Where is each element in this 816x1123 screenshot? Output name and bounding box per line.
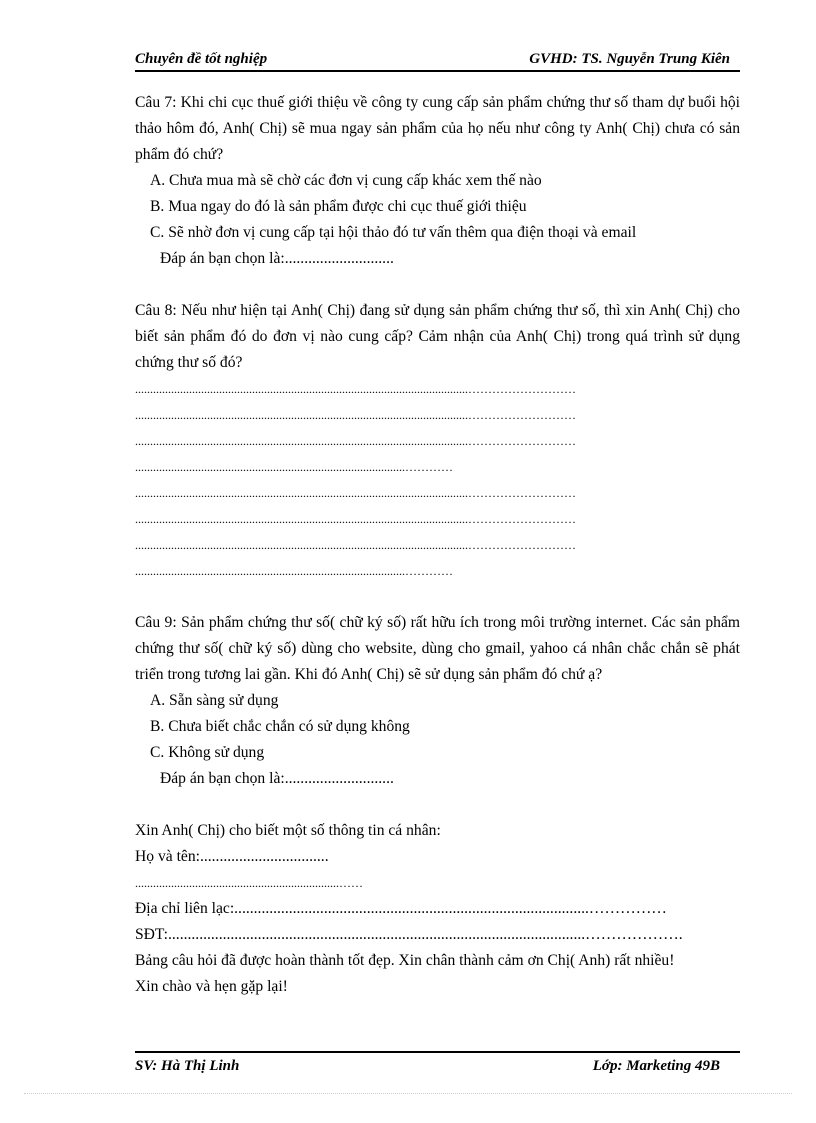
page-footer (135, 1051, 740, 1075)
answer-line: ...............................................................................................................……………………… (135, 434, 576, 448)
phone-field: SĐT:...........................................................................................................………………. (135, 926, 683, 943)
page-bottom-divider (24, 1093, 792, 1094)
goodbye-text: Xin chào và hẹn gặp lại! (135, 978, 288, 995)
name-field-continuation: ....................................................................…… (135, 876, 363, 890)
answer-line: ...............................................................................................................……………………… (135, 486, 576, 500)
name-field: Họ và tên:................................. (135, 848, 329, 865)
address-field: Địa chỉ liên lạc:...........................................................................................…………… (135, 900, 667, 917)
header-left: Chuyên đề tốt nghiệp (135, 51, 268, 67)
question-7-text: Câu 7: Khi chi cục thuế giới thiệu về công ty cung cấp sản phẩm chứng thư số tham dự buổi hội thảo hôm đó, Anh( Chị) sẽ mua ngay sản phẩm của họ nếu như công ty Anh( Chị) chưa có sản phẩm đó chứ? (135, 94, 740, 163)
question-7-option-c: C. Sẽ nhờ đơn vị cung cấp tại hội thảo đó tư vấn thêm qua điện thoại và email (150, 224, 637, 241)
personal-info-intro: Xin Anh( Chị) cho biết một số thông tin cá nhân: (135, 822, 441, 839)
answer-line: ..........................................................................................………… (135, 564, 453, 578)
question-9-answer: Đáp án bạn chọn là:............................ (160, 770, 394, 787)
question-9-text: Câu 9: Sản phẩm chứng thư số( chữ ký số) rất hữu ích trong môi trường internet. Các sản phẩm chứng thư số( chữ ký số) dùng cho website, dùng cho gmail, yahoo cá nhân chắc chắn sẽ phát triển trong tương lai gần. Khi đó Anh( Chị) sẽ sử dụng sản phẩm đó chứ ạ? (135, 614, 740, 683)
question-7-answer: Đáp án bạn chọn là:............................ (160, 250, 394, 267)
answer-line: ...............................................................................................................……………………… (135, 408, 576, 422)
question-8-text: Câu 8: Nếu như hiện tại Anh( Chị) đang sử dụng sản phẩm chứng thư số, thì xin Anh( Chị) cho biết sản phẩm đó do đơn vị nào cung cấp? Cảm nhận của Anh( Chị) trong quá trình sử dụng chứng thư số đó? (135, 302, 740, 371)
answer-line: ..........................................................................................………… (135, 460, 453, 474)
answer-line: ...............................................................................................................……………………… (135, 538, 576, 552)
footer-left: SV: Hà Thị Linh (135, 1058, 240, 1074)
question-9-option-c: C. Không sử dụng (150, 744, 265, 761)
header-right: GVHD: TS. Nguyễn Trung Kiên (529, 51, 730, 67)
footer-right: Lớp: Marketing 49B (592, 1058, 720, 1074)
question-7-option-b: B. Mua ngay do đó là sản phẩm được chi cục thuế giới thiệu (150, 198, 527, 215)
question-7-option-a: A. Chưa mua mà sẽ chờ các đơn vị cung cấp khác xem thế nào (150, 172, 542, 189)
page-header (135, 48, 740, 72)
answer-line: ...............................................................................................................……………………… (135, 382, 576, 396)
answer-line: ...............................................................................................................……………………… (135, 512, 576, 526)
question-9-option-b: B. Chưa biết chắc chắn có sử dụng không (150, 718, 410, 735)
closing-text: Bảng câu hỏi đã được hoàn thành tốt đẹp. Xin chân thành cảm ơn Chị( Anh) rất nhiều! (135, 952, 675, 969)
question-9-option-a: A. Sẵn sàng sử dụng (150, 692, 279, 709)
document-body (135, 90, 740, 1000)
